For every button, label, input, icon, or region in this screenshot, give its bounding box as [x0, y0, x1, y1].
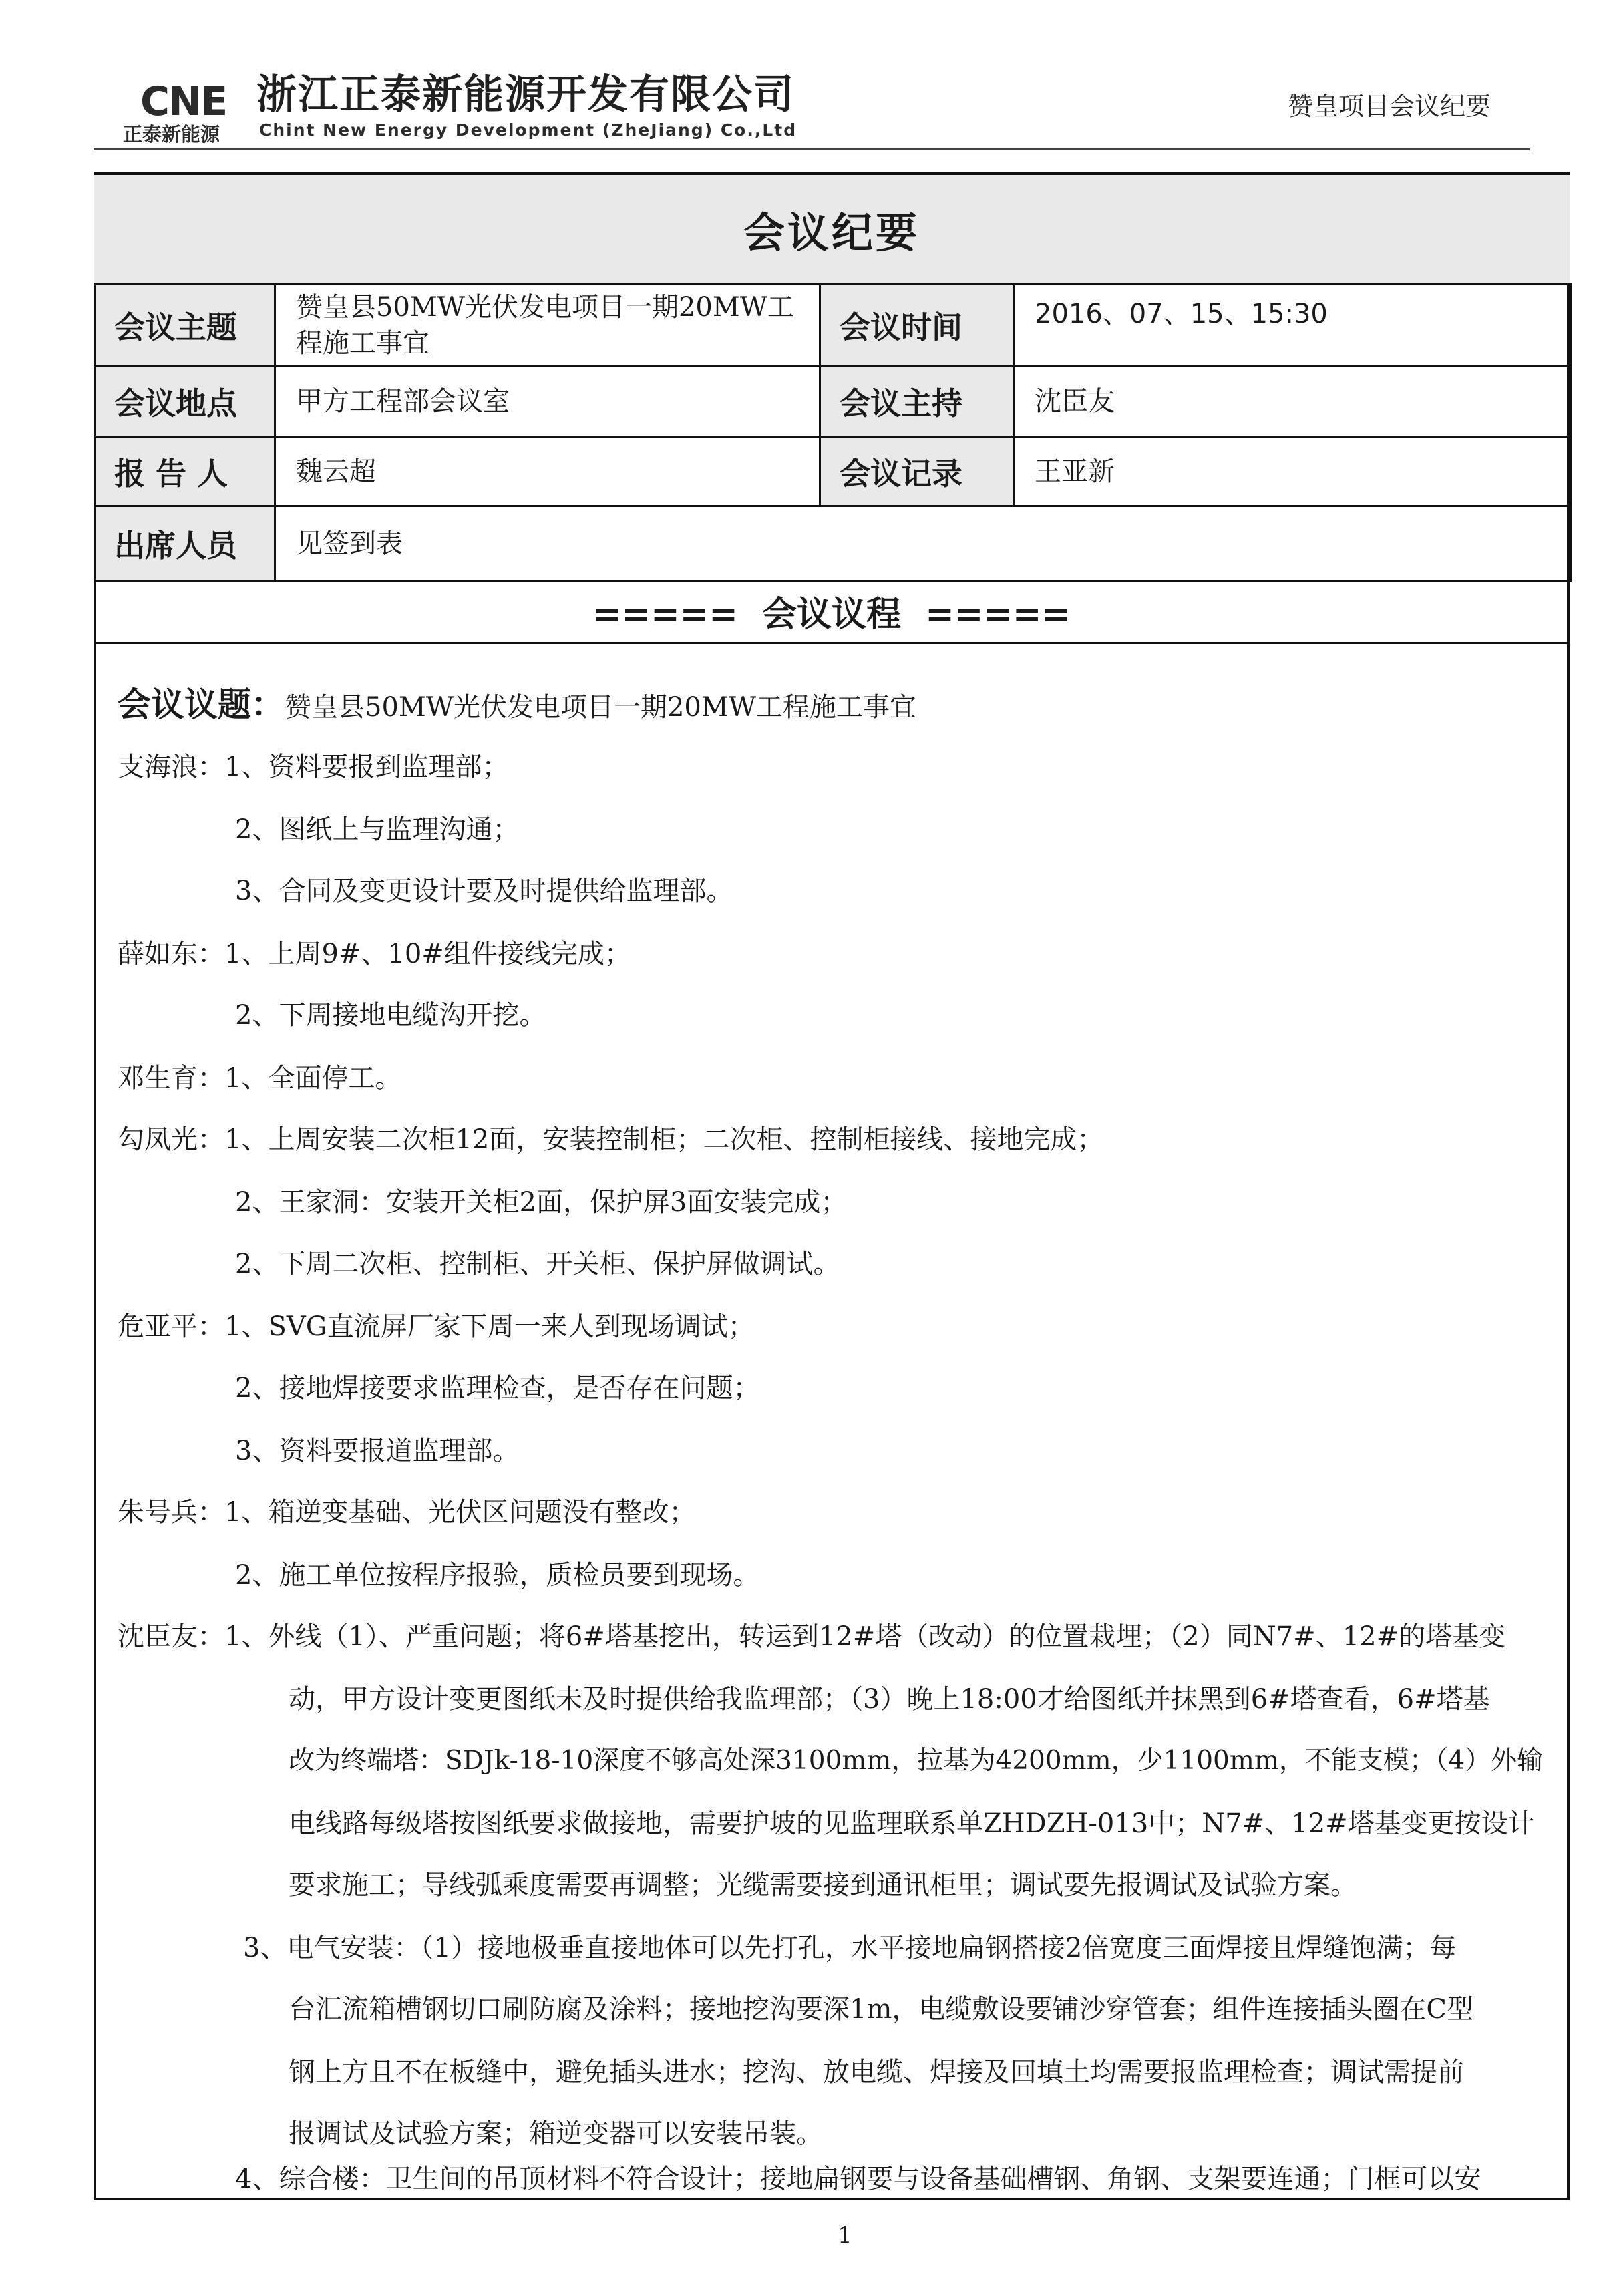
recorder-label: 会议记录 [820, 437, 1014, 506]
meeting-topic [118, 675, 916, 743]
minutes-line: 2、图纸上与监理沟通； [235, 814, 520, 845]
company-name-cn: 浙江正泰新能源开发有限公司 [256, 71, 795, 118]
page-header [0, 0, 1609, 147]
minutes-line: 钢上方且不在板缝中，避免插头进水；挖沟、放电缆、焊接及回填土均需要报监理检查；调试需提前 [289, 2057, 1464, 2088]
document-title: 会议纪要 [94, 175, 1570, 283]
subject-label: 会议主题 [95, 285, 275, 366]
document-type-label: 赞皇项目会议纪要 [1288, 92, 1491, 121]
minutes-line: 邓生育：1、全面停工。 [118, 1063, 402, 1094]
minutes-line: 3、资料要报道监理部。 [235, 1436, 520, 1466]
subject-value: 赞皇县50MW光伏发电项目一期20MW工程施工事宜 [275, 285, 820, 366]
minutes-line: 报调试及试验方案；箱逆变器可以安装吊装。 [289, 2118, 823, 2149]
header-divider [94, 148, 1530, 150]
minutes-line: 3、合同及变更设计要及时提供给监理部。 [235, 876, 733, 907]
company-name-en: Chint New Energy Development (ZheJiang) Co.,Ltd [259, 120, 797, 140]
minutes-line: 危亚平：1、SVG直流屏厂家下周一来人到现场调试； [118, 1311, 755, 1342]
minutes-line: 3、电气安装：（1）接地极垂直接地体可以先打孔，水平接地扁钢搭接2倍宽度三面焊接且焊缝饱满；每 [243, 1933, 1457, 1963]
minutes-line: 改为终端塔：SDJk-18-10深度不够高处深3100mm，拉基为4200mm，少1100mm，不能支模；（4）外输 [289, 1746, 1544, 1776]
meeting-info-table [94, 283, 1572, 582]
minutes-line: 2、施工单位按程序报验，质检员要到现场。 [235, 1560, 760, 1591]
minutes-line: 台汇流箱槽钢切口刷防腐及涂料；接地挖沟要深1m，电缆敷设要铺沙穿管套；组件连接插头圈在C型 [289, 1994, 1473, 2025]
minutes-line: 沈臣友：1、外线（1）、严重问题；将6#塔基挖出，转运到12#塔（改动）的位置栽埋；（2）同N7#、12#的塔基变 [118, 1621, 1506, 1652]
topic-text: 赞皇县50MW光伏发电项目一期20MW工程施工事宜 [285, 692, 916, 723]
attendees-label: 出席人员 [95, 506, 275, 581]
minutes-line: 4、综合楼：卫生间的吊顶材料不符合设计；接地扁钢要与设备基础槽钢、角钢、支架要连通；门框可以安 [235, 2164, 1481, 2194]
minutes-line: 2、接地焊接要求监理检查，是否存在问题； [235, 1373, 760, 1404]
minutes-line: 2、王家洞：安装开关柜2面，保护屏3面安装完成； [235, 1187, 848, 1218]
time-value: 2016、07、15、15:30 [1014, 285, 1571, 366]
reporter-label: 报 告 人 [95, 437, 275, 506]
minutes-line: 电线路每级塔按图纸要求做接地，需要护坡的见监理联系单ZHDZH-013中；N7#、12#塔基变更按设计 [289, 1808, 1535, 1839]
attendees-value: 见签到表 [275, 506, 1571, 581]
minutes-line: 2、下周二次柜、控制柜、开关柜、保护屏做调试。 [235, 1249, 840, 1279]
place-value: 甲方工程部会议室 [275, 366, 820, 437]
minutes-line: 动，甲方设计变更图纸未及时提供给我监理部；（3）晚上18:00才给图纸并抹黑到6#塔查看，6#塔基 [289, 1684, 1490, 1715]
minutes-line: 勾凤光：1、上周安装二次柜12面，安装控制柜；二次柜、控制柜接线、接地完成； [118, 1124, 1104, 1155]
info-row-reporter [95, 437, 1571, 506]
info-row-place [95, 366, 1571, 437]
minutes-line: 薛如东：1、上周9#、10#组件接线完成； [118, 939, 631, 969]
minutes-line: 朱号兵：1、箱逆变基础、光伏区问题没有整改； [118, 1497, 696, 1528]
recorder-value: 王亚新 [1014, 437, 1571, 506]
host-label: 会议主持 [820, 366, 1014, 437]
reporter-value: 魏云超 [275, 437, 820, 506]
company-logo: CNE [140, 78, 227, 125]
place-label: 会议地点 [95, 366, 275, 437]
minutes-line: 支海浪：1、资料要报到监理部； [118, 752, 509, 782]
info-row-attendees [95, 506, 1571, 581]
time-label: 会议时间 [820, 285, 1014, 366]
host-value: 沈臣友 [1014, 366, 1571, 437]
info-row-subject [95, 285, 1571, 366]
topic-label: 会议议题： [118, 685, 285, 724]
company-logo-subtitle: 正泰新能源 [123, 123, 220, 146]
page-number: 1 [838, 2222, 852, 2249]
minutes-line: 要求施工；导线弧乘度需要再调整；光缆需要接到通讯柜里；调试要先报调试及试验方案。 [289, 1870, 1357, 1901]
minutes-line: 2、下周接地电缆沟开挖。 [235, 1000, 546, 1031]
agenda-heading: ===== 会议议程 ===== [94, 580, 1570, 644]
